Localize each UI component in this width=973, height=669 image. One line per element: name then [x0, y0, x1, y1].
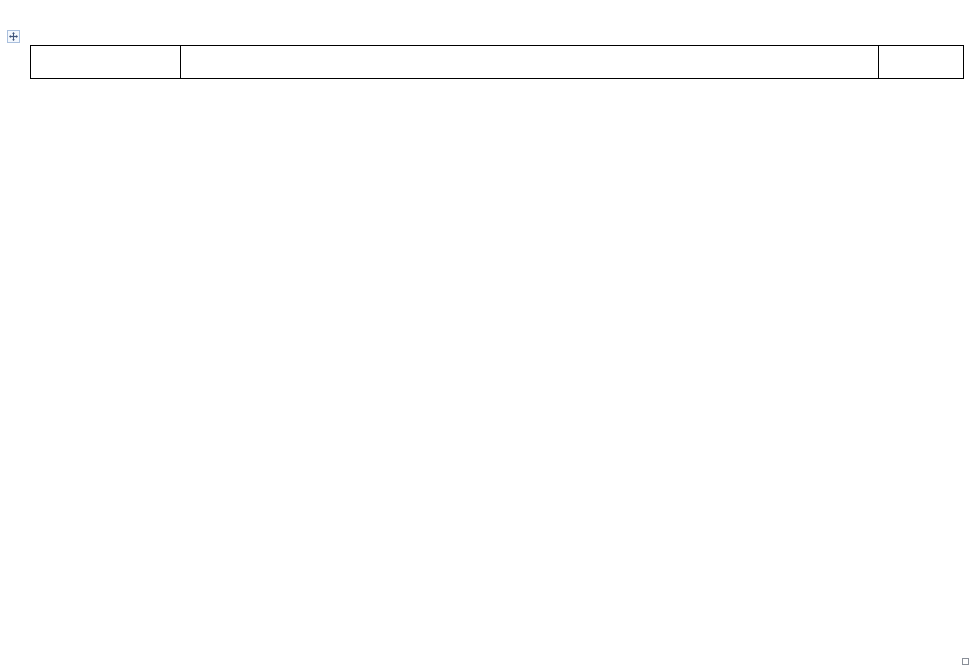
table-resize-handle[interactable]	[962, 658, 969, 665]
table-header-row	[31, 46, 964, 79]
move-arrows-icon	[9, 32, 18, 41]
header-cell-time[interactable]	[879, 46, 964, 79]
table-move-handle[interactable]	[7, 30, 20, 43]
schedule-table	[30, 45, 964, 79]
page-title[interactable]	[30, 6, 963, 27]
header-cell-details[interactable]	[181, 46, 879, 79]
header-cell-main-content[interactable]	[31, 46, 181, 79]
